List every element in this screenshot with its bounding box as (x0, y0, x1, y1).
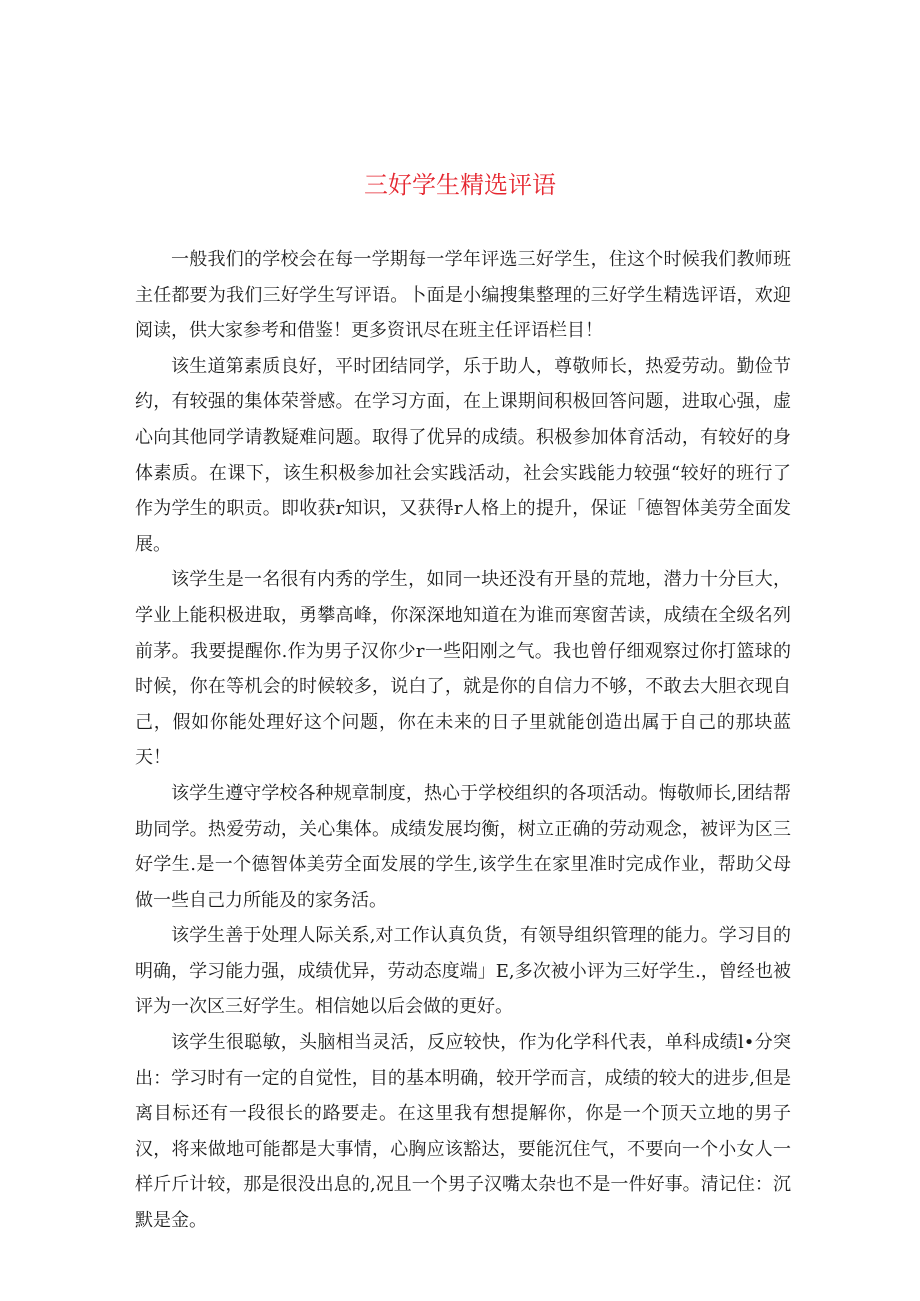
paragraph-comment-4: 该学生善于处理人际关系,对工作认真负货，有领导组织管理的能力。学习目的明确，学习能力强，成绩优异，劳动态度端」E,多次被小评为三好学生.，曾经也被评为一次区三好学生。相信她以后会做的更好。 (135, 925, 791, 1018)
document-body (135, 242, 791, 1239)
paragraph-comment-5: 该学生很聪敏，头脑相当灵活，反应较快，作为化学科代表，单科成绩l•分突出：学习时有一定的自觉性，目的基本明确，较开学而言，成绩的较大的进步,但是离目标还有一段很长的路要走。在这里我有想提解你，你是一个顶天立地的男子汉，将来做地可能都是大事情，心胸应该豁达，要能沉住气，不要向一个小女人一样斤斤计较，那是很没出息的,况且一个男子汉嘴太杂也不是一件好事。清记住：沉默是金。 (135, 1032, 791, 1232)
paragraph-intro: 一般我们的学校会在每一学期每一学年评选三好学生，住这个时候我们教师班主任都要为我们三好学生写评语。卜面是小编搜集整理的三好学生精选评语，欢迎阅读，供大家参考和借鉴！更多资讯尽在班主任评语栏目！ (135, 249, 791, 342)
paragraph-comment-2: 该学生是一名很有内秀的学生，如同一块还没有开垦的荒地，潜力十分巨大，学业上能积极进取，勇攀高峰，你深深地知道在为谁而寒窗苦读，成绩在全级名列前茅。我要提醒你.作为男子汉你少r一些阳刚之气。我也曾仔细观察过你打篮球的时候，你在等机会的时候较多，说白了，就是你的自信力不够，不敢去大胆衣现自己，假如你能处理好这个问题，你在未来的日子里就能创造出属于自己的那块蓝天！ (135, 569, 791, 769)
document-title: 三好学生精选评语 (364, 171, 556, 199)
paragraph-comment-1: 该生道第素质良好，平时团结同学，乐于助人，尊敬师长，热爱劳动。勤俭节约，有较强的集体荣誉感。在学习方面，在上课期间积极回答问题，进取心强，虚心向其他同学请教疑难问题。取得了优异的成绩。积极参加体育活动，有较好的身体素质。在课下，该生积极参加社会实践活动，社会实践能力较强“较好的班行了作为学生的职贡。即收获r知识，又获得r人格上的提升，保证「德智体美劳全面发展。 (135, 355, 791, 555)
paragraph-comment-3: 该学生遵守学校各种规章制度，热心于学校组织的各项活动。悔敬师长,团结帮助同学。热爱劳动，关心集体。成绩发展均衡，树立正确的劳动观念，被评为区三好学生.是一个德智体美劳全面发展的学生,该学生在家里准时完成作业，帮助父母做一些自己力所能及的家务活。 (135, 782, 791, 911)
